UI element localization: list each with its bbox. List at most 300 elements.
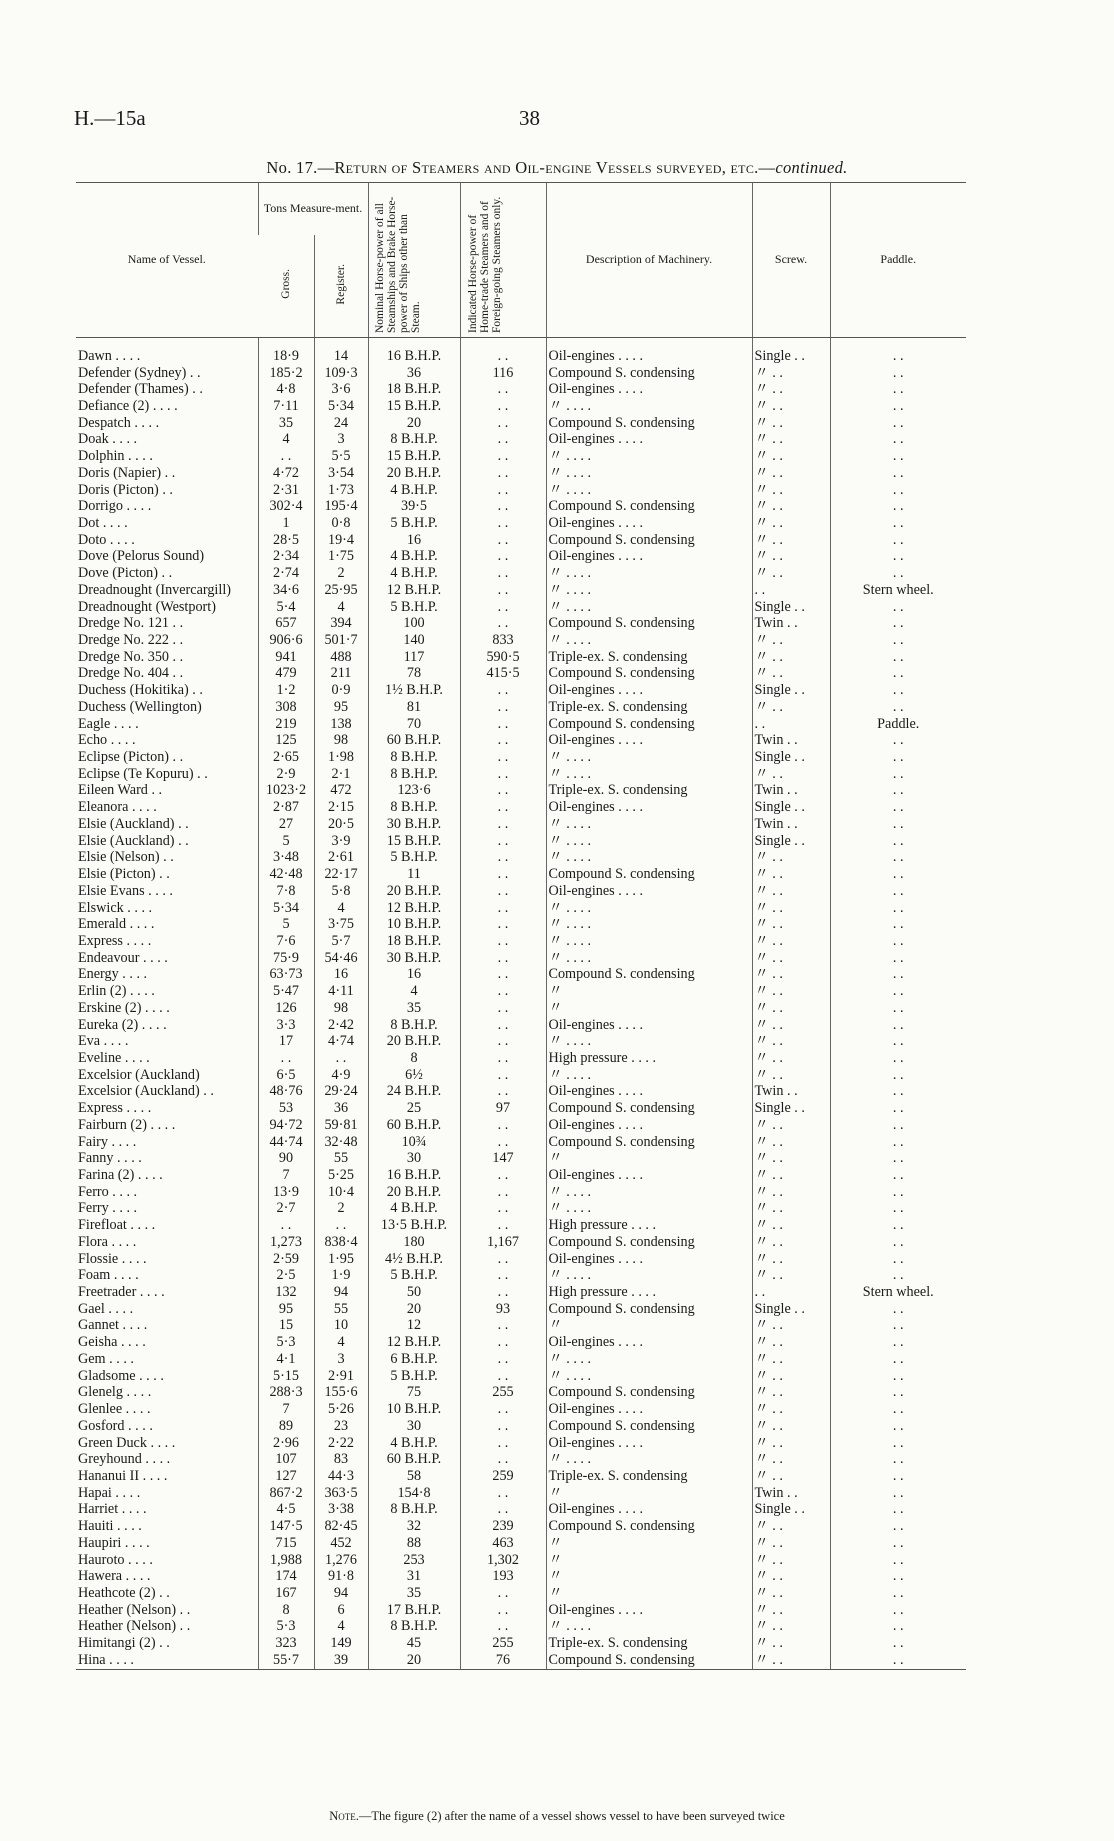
machinery: 〃 . . . . (546, 1368, 752, 1385)
horse-power: 15 B.H.P. (368, 833, 460, 850)
screw: 〃 . . (752, 1200, 830, 1217)
gross-tons: 867·2 (258, 1485, 314, 1502)
paddle: . . (830, 933, 966, 950)
gross-tons: 55·7 (258, 1652, 314, 1669)
paddle: . . (830, 1217, 966, 1234)
gross-tons: 2·74 (258, 565, 314, 582)
table-row (76, 582, 966, 599)
vessel-name: Hapai . . . . (78, 1484, 141, 1501)
register-tons: 20·5 (314, 816, 368, 833)
screw: 〃 . . (752, 632, 830, 649)
gross-tons: 8 (258, 1602, 314, 1619)
vessel-name: Elsie Evans . . . . (78, 882, 173, 899)
vessel-name: Defender (Thames) . . (78, 381, 203, 398)
paddle: . . (830, 782, 966, 799)
indicated-hp: . . (460, 1033, 546, 1050)
screw: Single . . (752, 799, 830, 816)
indicated-hp: . . (460, 548, 546, 565)
vessel-name: Dove (Pelorus Sound) (78, 548, 205, 565)
gross-tons: 75·9 (258, 950, 314, 967)
register-tons: 23 (314, 1418, 368, 1435)
paddle: . . (830, 1150, 966, 1167)
screw: 〃 . . (752, 381, 830, 398)
register-tons: 5·34 (314, 398, 368, 415)
table-row (76, 883, 966, 900)
horse-power: 5 B.H.P. (368, 849, 460, 866)
gross-tons: 2·59 (258, 1251, 314, 1268)
screw: 〃 . . (752, 1334, 830, 1351)
paddle: . . (830, 1050, 966, 1067)
vessel-name: Express . . . . (78, 932, 152, 949)
vessel-name: Gem . . . . (78, 1350, 134, 1367)
paddle: . . (830, 665, 966, 682)
paddle: . . (830, 1301, 966, 1318)
vessel-name: Foam . . . . (78, 1267, 139, 1284)
machinery: Oil-engines . . . . (546, 1251, 752, 1268)
horse-power: 10 B.H.P. (368, 1401, 460, 1418)
vessel-name: Eclipse (Picton) . . (78, 749, 184, 766)
indicated-hp: . . (460, 599, 546, 616)
indicated-hp: . . (460, 716, 546, 733)
table-row (76, 1401, 966, 1418)
machinery: Compound S. condensing (546, 615, 752, 632)
indicated-hp: . . (460, 1067, 546, 1084)
vessel-name: Eveline . . . . (78, 1049, 150, 1066)
horse-power: 4 B.H.P. (368, 1200, 460, 1217)
table-row (76, 1033, 966, 1050)
gross-tons: 107 (258, 1451, 314, 1468)
machinery: Oil-engines . . . . (546, 799, 752, 816)
horse-power: 10¾ (368, 1134, 460, 1151)
vessel-name: Endeavour . . . . (78, 949, 168, 966)
horse-power: 10 B.H.P. (368, 916, 460, 933)
paddle: . . (830, 1552, 966, 1569)
paddle: . . (830, 1618, 966, 1635)
vessel-name: Eileen Ward . . (78, 782, 163, 799)
screw: 〃 . . (752, 933, 830, 950)
screw: . . (752, 1284, 830, 1301)
machinery: Compound S. condensing (546, 1134, 752, 1151)
gross-tons: 941 (258, 649, 314, 666)
screw: Twin . . (752, 615, 830, 632)
page-number: 38 (519, 106, 540, 130)
gross-tons: 125 (258, 732, 314, 749)
horse-power: 8 B.H.P. (368, 1618, 460, 1635)
register-tons: 1·9 (314, 1267, 368, 1284)
paddle: . . (830, 1652, 966, 1669)
register-tons: 452 (314, 1535, 368, 1552)
indicated-hp: . . (460, 983, 546, 1000)
machinery: Oil-engines . . . . (546, 1401, 752, 1418)
horse-power: 140 (368, 632, 460, 649)
machinery: 〃 . . . . (546, 833, 752, 850)
register-tons: 488 (314, 649, 368, 666)
gross-tons: 89 (258, 1418, 314, 1435)
screw: . . (752, 582, 830, 599)
vessel-name: Heather (Nelson) . . (78, 1618, 191, 1635)
machinery: 〃 . . . . (546, 900, 752, 917)
indicated-hp: . . (460, 565, 546, 582)
vessel-name: Eagle . . . . (78, 715, 139, 732)
gross-tons: 35 (258, 415, 314, 432)
screw: 〃 . . (752, 1067, 830, 1084)
machinery: 〃 . . . . (546, 849, 752, 866)
register-tons: 3·9 (314, 833, 368, 850)
paddle: . . (830, 966, 966, 983)
screw: 〃 . . (752, 1435, 830, 1452)
gross-tons: 17 (258, 1033, 314, 1050)
table-row (76, 1100, 966, 1117)
register-tons: 25·95 (314, 582, 368, 599)
gross-tons: 2·7 (258, 1200, 314, 1217)
machinery: 〃 . . . . (546, 1267, 752, 1284)
register-tons: 195·4 (314, 498, 368, 515)
vessel-name: Doak . . . . (78, 431, 138, 448)
vessel-name: Eureka (2) . . . . (78, 1016, 167, 1033)
vessel-name: Fanny . . . . (78, 1150, 142, 1167)
screw: 〃 . . (752, 983, 830, 1000)
horse-power: 30 B.H.P. (368, 950, 460, 967)
machinery: 〃 . . . . (546, 1067, 752, 1084)
vessel-name: Eva . . . . (78, 1033, 129, 1050)
screw: 〃 . . (752, 1552, 830, 1569)
col-header-hp: Nominal Horse-power of all Steamships and Brake Horse-power of Ships other than Steam. (368, 183, 460, 338)
machinery: 〃 . . . . (546, 482, 752, 499)
gross-tons: 5·4 (258, 599, 314, 616)
machinery: Oil-engines . . . . (546, 381, 752, 398)
screw: 〃 . . (752, 515, 830, 532)
screw: 〃 . . (752, 1150, 830, 1167)
table-row (76, 1117, 966, 1134)
screw: 〃 . . (752, 1234, 830, 1251)
footnote-label: Note. (329, 1809, 359, 1823)
table-row (76, 365, 966, 382)
gross-tons: 2·9 (258, 766, 314, 783)
machinery: 〃 (546, 1568, 752, 1585)
footnote (0, 1809, 1114, 1824)
register-tons: 4 (314, 1334, 368, 1351)
table-row (76, 532, 966, 549)
vessel-name: Gael . . . . (78, 1300, 134, 1317)
screw: 〃 . . (752, 950, 830, 967)
screw: Single . . (752, 599, 830, 616)
vessel-name: Firefloat . . . . (78, 1217, 156, 1234)
report-code: H.—15a (74, 106, 146, 130)
vessel-name: Dawn . . . . (78, 347, 141, 364)
gross-tons: 5·3 (258, 1618, 314, 1635)
register-tons: 19·4 (314, 532, 368, 549)
register-tons: 4 (314, 1618, 368, 1635)
table-row (76, 1017, 966, 1034)
gross-tons: 5·34 (258, 900, 314, 917)
paddle: Paddle. (830, 716, 966, 733)
register-tons: 55 (314, 1301, 368, 1318)
gross-tons: 323 (258, 1635, 314, 1652)
indicated-hp: . . (460, 883, 546, 900)
gross-tons: 147·5 (258, 1518, 314, 1535)
gross-tons: 2·96 (258, 1435, 314, 1452)
table-row (76, 1418, 966, 1435)
table-row (76, 1568, 966, 1585)
table-row (76, 632, 966, 649)
horse-power: 4 B.H.P. (368, 1435, 460, 1452)
screw: 〃 . . (752, 699, 830, 716)
gross-tons: 1,988 (258, 1552, 314, 1569)
register-tons: 4 (314, 599, 368, 616)
table-row (76, 1050, 966, 1067)
vessel-name: Himitangi (2) . . (78, 1635, 170, 1652)
table-row (76, 381, 966, 398)
register-tons: 2·91 (314, 1368, 368, 1385)
machinery: 〃 . . . . (546, 933, 752, 950)
paddle: Stern wheel. (830, 1284, 966, 1301)
register-tons: 3 (314, 1351, 368, 1368)
register-tons: 2·42 (314, 1017, 368, 1034)
horse-power: 20 B.H.P. (368, 1184, 460, 1201)
machinery: Compound S. condensing (546, 665, 752, 682)
register-tons: 394 (314, 615, 368, 632)
screw: 〃 . . (752, 415, 830, 432)
horse-power: 35 (368, 1585, 460, 1602)
table-row (76, 1083, 966, 1100)
machinery: Compound S. condensing (546, 1234, 752, 1251)
table-row (76, 699, 966, 716)
indicated-hp: 255 (460, 1384, 546, 1401)
register-tons: 1·98 (314, 749, 368, 766)
screw: 〃 . . (752, 448, 830, 465)
register-tons: 155·6 (314, 1384, 368, 1401)
screw: 〃 . . (752, 532, 830, 549)
machinery: Oil-engines . . . . (546, 548, 752, 565)
table-row (76, 1384, 966, 1401)
gross-tons: 2·31 (258, 482, 314, 499)
vessel-name: Dove (Picton) . . (78, 565, 173, 582)
gross-tons: 6·5 (258, 1067, 314, 1084)
paddle: . . (830, 766, 966, 783)
table-row (76, 1635, 966, 1652)
horse-power: 12 B.H.P. (368, 900, 460, 917)
indicated-hp: . . (460, 1284, 546, 1301)
paddle: . . (830, 682, 966, 699)
gross-tons: 4·72 (258, 465, 314, 482)
screw: 〃 . . (752, 766, 830, 783)
col-header-paddle: Paddle. (830, 183, 966, 338)
machinery: 〃 . . . . (546, 1033, 752, 1050)
gross-tons: 2·34 (258, 548, 314, 565)
vessel-name: Eleanora . . . . (78, 799, 157, 816)
register-tons: 39 (314, 1652, 368, 1669)
paddle: . . (830, 599, 966, 616)
register-tons: 32·48 (314, 1134, 368, 1151)
vessel-name: Elsie (Auckland) . . (78, 832, 189, 849)
vessel-name: Express . . . . (78, 1100, 152, 1117)
horse-power: 16 (368, 966, 460, 983)
paddle: . . (830, 1334, 966, 1351)
gross-tons: 18·9 (258, 337, 314, 364)
table-row (76, 515, 966, 532)
indicated-hp: . . (460, 1317, 546, 1334)
indicated-hp: . . (460, 766, 546, 783)
gross-tons: 2·65 (258, 749, 314, 766)
gross-tons: 7·11 (258, 398, 314, 415)
table-row (76, 1200, 966, 1217)
paddle: . . (830, 950, 966, 967)
screw: 〃 . . (752, 1050, 830, 1067)
machinery: Compound S. condensing (546, 1301, 752, 1318)
register-tons: 98 (314, 732, 368, 749)
register-tons: 4·9 (314, 1067, 368, 1084)
gross-tons: 4 (258, 431, 314, 448)
screw: 〃 . . (752, 1652, 830, 1669)
paddle: . . (830, 732, 966, 749)
machinery: Compound S. condensing (546, 866, 752, 883)
table-row (76, 1618, 966, 1635)
table-row (76, 431, 966, 448)
table-row (76, 1518, 966, 1535)
screw: 〃 . . (752, 498, 830, 515)
horse-power: 35 (368, 1000, 460, 1017)
gross-tons: 1,273 (258, 1234, 314, 1251)
indicated-hp: 97 (460, 1100, 546, 1117)
machinery: Triple-ex. S. condensing (546, 649, 752, 666)
machinery: Compound S. condensing (546, 1418, 752, 1435)
paddle: . . (830, 1535, 966, 1552)
gross-tons: 132 (258, 1284, 314, 1301)
screw: 〃 . . (752, 431, 830, 448)
col-header-ihp: Indicated Horse-power of Home-trade Steamers and of Foreign-going Steamers only. (460, 183, 546, 338)
register-tons: 95 (314, 699, 368, 716)
register-tons: . . (314, 1050, 368, 1067)
gross-tons: 5·3 (258, 1334, 314, 1351)
gross-tons: 302·4 (258, 498, 314, 515)
horse-power: 13·5 B.H.P. (368, 1217, 460, 1234)
machinery: Oil-engines . . . . (546, 337, 752, 364)
screw: 〃 . . (752, 482, 830, 499)
vessel-name: Excelsior (Auckland) (78, 1066, 200, 1083)
table-row (76, 1652, 966, 1669)
table-row (76, 599, 966, 616)
vessel-name: Defender (Sydney) . . (78, 364, 201, 381)
indicated-hp: . . (460, 1267, 546, 1284)
paddle: . . (830, 1435, 966, 1452)
gross-tons: 42·48 (258, 866, 314, 883)
screw: 〃 . . (752, 900, 830, 917)
horse-power: 12 (368, 1317, 460, 1334)
paddle: . . (830, 1200, 966, 1217)
gross-tons: 2·5 (258, 1267, 314, 1284)
horse-power: 60 B.H.P. (368, 1451, 460, 1468)
horse-power: 20 B.H.P. (368, 1033, 460, 1050)
gross-tons: . . (258, 448, 314, 465)
horse-power: 180 (368, 1234, 460, 1251)
screw: 〃 . . (752, 1451, 830, 1468)
gross-tons: 90 (258, 1150, 314, 1167)
gross-tons: 2·87 (258, 799, 314, 816)
gross-tons: 13·9 (258, 1184, 314, 1201)
table-row (76, 1468, 966, 1485)
table-row (76, 1134, 966, 1151)
indicated-hp: 1,302 (460, 1552, 546, 1569)
gross-tons: 5 (258, 833, 314, 850)
table-row (76, 749, 966, 766)
table-row (76, 1585, 966, 1602)
table-row (76, 1217, 966, 1234)
register-tons: 2·15 (314, 799, 368, 816)
indicated-hp: 590·5 (460, 649, 546, 666)
machinery: Compound S. condensing (546, 1384, 752, 1401)
table-row (76, 1317, 966, 1334)
indicated-hp: . . (460, 1351, 546, 1368)
screw: 〃 . . (752, 883, 830, 900)
indicated-hp: . . (460, 398, 546, 415)
col-header-tons: Tons Measure-ment. (258, 183, 368, 235)
gross-tons: 7·8 (258, 883, 314, 900)
screw: . . (752, 716, 830, 733)
screw: 〃 . . (752, 1267, 830, 1284)
paddle: . . (830, 1468, 966, 1485)
vessel-name: Greyhound . . . . (78, 1451, 171, 1468)
machinery: Compound S. condensing (546, 1518, 752, 1535)
machinery: High pressure . . . . (546, 1284, 752, 1301)
machinery: 〃 . . . . (546, 816, 752, 833)
register-tons: 5·7 (314, 933, 368, 950)
col-header-gross: Gross. (258, 235, 314, 338)
indicated-hp: . . (460, 749, 546, 766)
machinery: Compound S. condensing (546, 498, 752, 515)
machinery: 〃 (546, 1150, 752, 1167)
screw: 〃 . . (752, 1635, 830, 1652)
horse-power: 4 (368, 983, 460, 1000)
gross-tons: 657 (258, 615, 314, 632)
machinery: 〃 . . . . (546, 1451, 752, 1468)
paddle: . . (830, 1401, 966, 1418)
table-row (76, 1267, 966, 1284)
paddle: . . (830, 883, 966, 900)
paddle: Stern wheel. (830, 582, 966, 599)
gross-tons: 906·6 (258, 632, 314, 649)
gross-tons: 7 (258, 1401, 314, 1418)
table-row (76, 498, 966, 515)
indicated-hp: . . (460, 782, 546, 799)
screw: 〃 . . (752, 1618, 830, 1635)
register-tons: 6 (314, 1602, 368, 1619)
paddle: . . (830, 1251, 966, 1268)
horse-power: 16 B.H.P. (368, 337, 460, 364)
paddle: . . (830, 799, 966, 816)
horse-power: 4 B.H.P. (368, 482, 460, 499)
machinery: Compound S. condensing (546, 1100, 752, 1117)
table-row (76, 833, 966, 850)
table-row (76, 1435, 966, 1452)
indicated-hp: . . (460, 1618, 546, 1635)
table-row (76, 1351, 966, 1368)
vessel-name: Dredge No. 404 . . (78, 665, 184, 682)
machinery: 〃 (546, 1552, 752, 1569)
horse-power: 16 B.H.P. (368, 1167, 460, 1184)
screw: 〃 . . (752, 849, 830, 866)
register-tons: 3·54 (314, 465, 368, 482)
indicated-hp: 463 (460, 1535, 546, 1552)
screw: 〃 . . (752, 1351, 830, 1368)
register-tons: 5·25 (314, 1167, 368, 1184)
screw: 〃 . . (752, 1535, 830, 1552)
register-tons: 54·46 (314, 950, 368, 967)
table-row (76, 716, 966, 733)
machinery: 〃 . . . . (546, 749, 752, 766)
indicated-hp: . . (460, 900, 546, 917)
gross-tons: 53 (258, 1100, 314, 1117)
indicated-hp: . . (460, 1000, 546, 1017)
